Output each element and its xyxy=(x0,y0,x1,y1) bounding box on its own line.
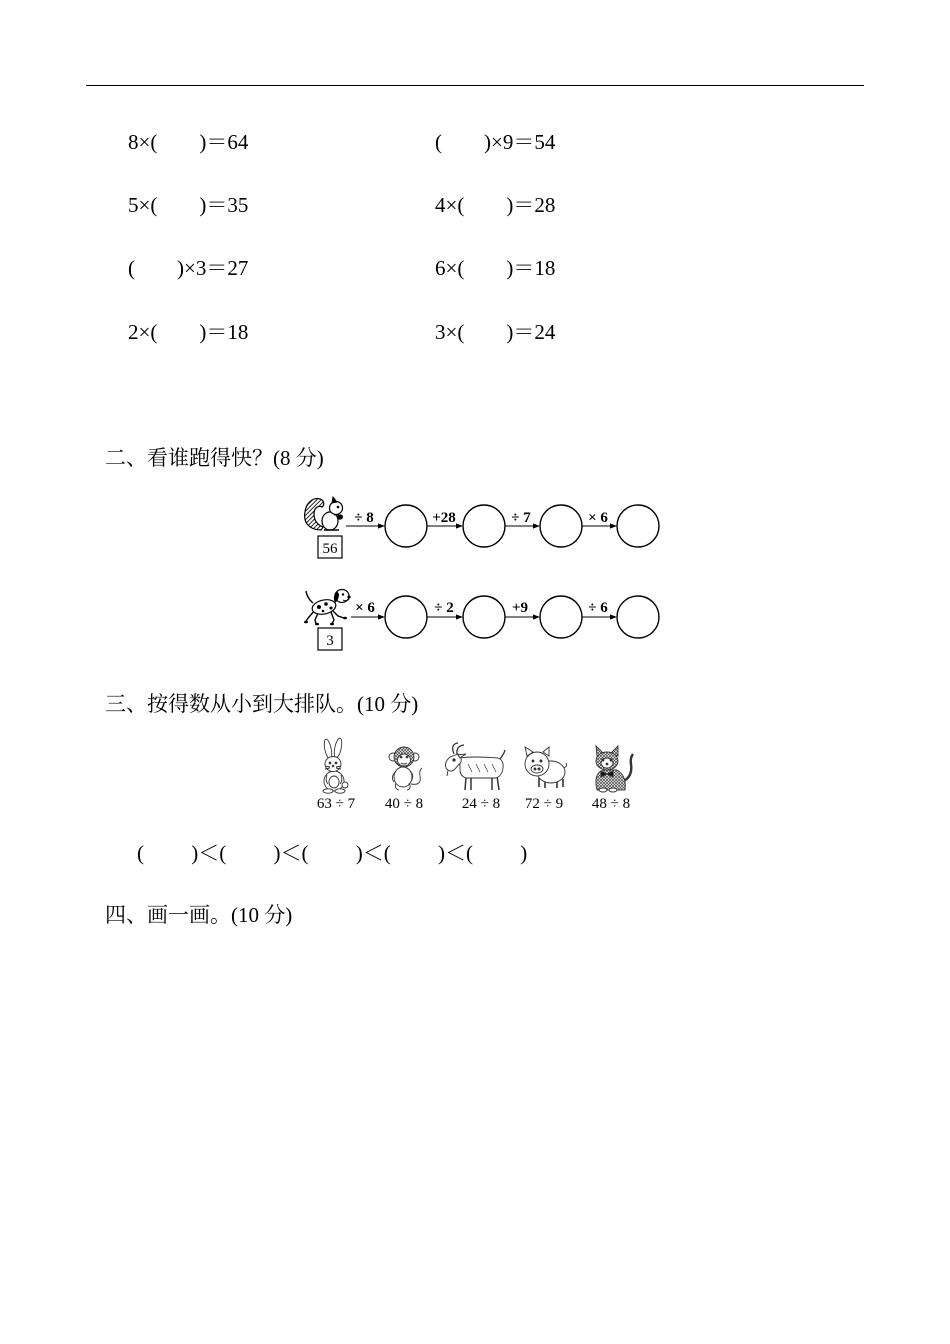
operation-label-2-1: × 6 xyxy=(355,600,375,616)
pig-eye xyxy=(532,760,534,762)
cat-eye xyxy=(602,759,604,761)
start-number-squirrel: 56 xyxy=(322,541,338,557)
rabbit-nose xyxy=(332,765,334,767)
section-4-heading: 四、画一画。(10 分) xyxy=(105,903,293,927)
answer-circle-2-3 xyxy=(540,596,582,638)
start-number-dog: 3 xyxy=(326,633,334,649)
goat-tail xyxy=(500,750,505,759)
cat-icon xyxy=(596,746,633,792)
monkey-icon xyxy=(389,747,422,790)
squirrel-eye xyxy=(337,506,340,509)
answer-circle-1-1 xyxy=(385,505,427,547)
monkey-eye xyxy=(400,756,402,758)
dog-spot xyxy=(324,602,328,606)
squirrel-tail xyxy=(305,499,324,530)
dog-paw xyxy=(330,623,334,626)
chain-squirrel xyxy=(305,497,659,558)
monkey-eye xyxy=(406,756,408,758)
rabbit-icon xyxy=(323,738,348,794)
answer-circle-1-4 xyxy=(617,505,659,547)
dog-body xyxy=(311,598,337,617)
cat-paw xyxy=(609,788,617,792)
equation-2-left: 5×( )＝35 xyxy=(128,193,249,217)
dog-paw xyxy=(315,623,319,626)
operation-label-2-2: ÷ 2 xyxy=(434,600,454,616)
cat-paw xyxy=(599,788,607,792)
pig-icon xyxy=(525,747,567,788)
dog-icon xyxy=(304,590,351,626)
squirrel-ear xyxy=(332,497,337,503)
chain-dog xyxy=(304,590,659,651)
pig-snout xyxy=(531,765,543,773)
goat-eye xyxy=(453,759,455,761)
dog-front-legs xyxy=(331,610,344,624)
pig-nostril xyxy=(538,768,540,770)
rabbit-head xyxy=(325,757,341,772)
goat-beard xyxy=(447,770,448,776)
pig-nostril xyxy=(534,768,536,770)
pig-eye xyxy=(540,760,542,762)
operation-label-1-1: ÷ 8 xyxy=(354,510,374,526)
equation-3-right: 6×( )＝18 xyxy=(435,256,556,280)
answer-circle-2-1 xyxy=(385,596,427,638)
equation-1-left: 8×( )＝64 xyxy=(128,130,249,154)
pig-tail xyxy=(564,763,567,768)
rabbit-eye xyxy=(329,762,331,764)
operation-label-1-3: ÷ 7 xyxy=(511,510,531,526)
dog-spot xyxy=(322,610,325,613)
animal-expression-monkey: 40 ÷ 8 xyxy=(384,796,424,812)
operation-label-1-4: × 6 xyxy=(588,510,608,526)
equation-3-left: ( )×3＝27 xyxy=(128,256,249,280)
rabbit-tail xyxy=(342,782,348,788)
answer-circle-2-2 xyxy=(463,596,505,638)
dog-spot xyxy=(317,605,321,609)
animal-row xyxy=(317,738,633,812)
section-3-heading: 三、按得数从小到大排队。(10 分) xyxy=(105,692,419,716)
ordering-blanks: ( )＜( )＜( )＜( )＜( ) xyxy=(137,841,528,865)
goat-body xyxy=(460,757,503,778)
operation-label-2-4: ÷ 6 xyxy=(588,600,608,616)
rabbit-foot xyxy=(323,789,333,793)
equation-4-left: 2×( )＝18 xyxy=(128,320,249,344)
animal-expression-pig: 72 ÷ 9 xyxy=(524,796,564,812)
rabbit-eye xyxy=(335,762,337,764)
equation-2-right: 4×( )＝28 xyxy=(435,193,556,217)
goat-icon xyxy=(446,743,506,790)
dog-paw xyxy=(304,621,308,624)
section-2-heading: 二、看谁跑得快？(8 分) xyxy=(105,446,324,470)
dog-eye xyxy=(342,593,344,595)
operation-label-1-2: +28 xyxy=(432,510,456,526)
cat-eye xyxy=(610,759,612,761)
equation-4-right: 3×( )＝24 xyxy=(435,320,556,344)
answer-circle-2-4 xyxy=(617,596,659,638)
rabbit-belly xyxy=(329,776,339,788)
answer-circle-1-3 xyxy=(540,505,582,547)
goat-horns xyxy=(453,743,464,754)
dog-nose xyxy=(347,595,350,598)
animal-expression-rabbit: 63 ÷ 7 xyxy=(316,796,356,812)
squirrel-icon xyxy=(305,497,343,530)
dog-paw xyxy=(343,617,347,620)
dog-tail xyxy=(306,591,313,603)
rabbit-ear-right xyxy=(333,738,343,759)
cat-nose xyxy=(606,763,608,765)
operation-label-2-3: +9 xyxy=(511,600,529,616)
animal-expression-goat: 24 ÷ 8 xyxy=(461,796,501,812)
answer-circle-1-2 xyxy=(463,505,505,547)
equation-1-right: ( )×9＝54 xyxy=(435,130,556,154)
dog-spot xyxy=(330,607,333,610)
animal-expression-cat: 48 ÷ 8 xyxy=(591,796,631,812)
header-rule xyxy=(86,85,864,86)
rabbit-foot xyxy=(335,789,345,793)
